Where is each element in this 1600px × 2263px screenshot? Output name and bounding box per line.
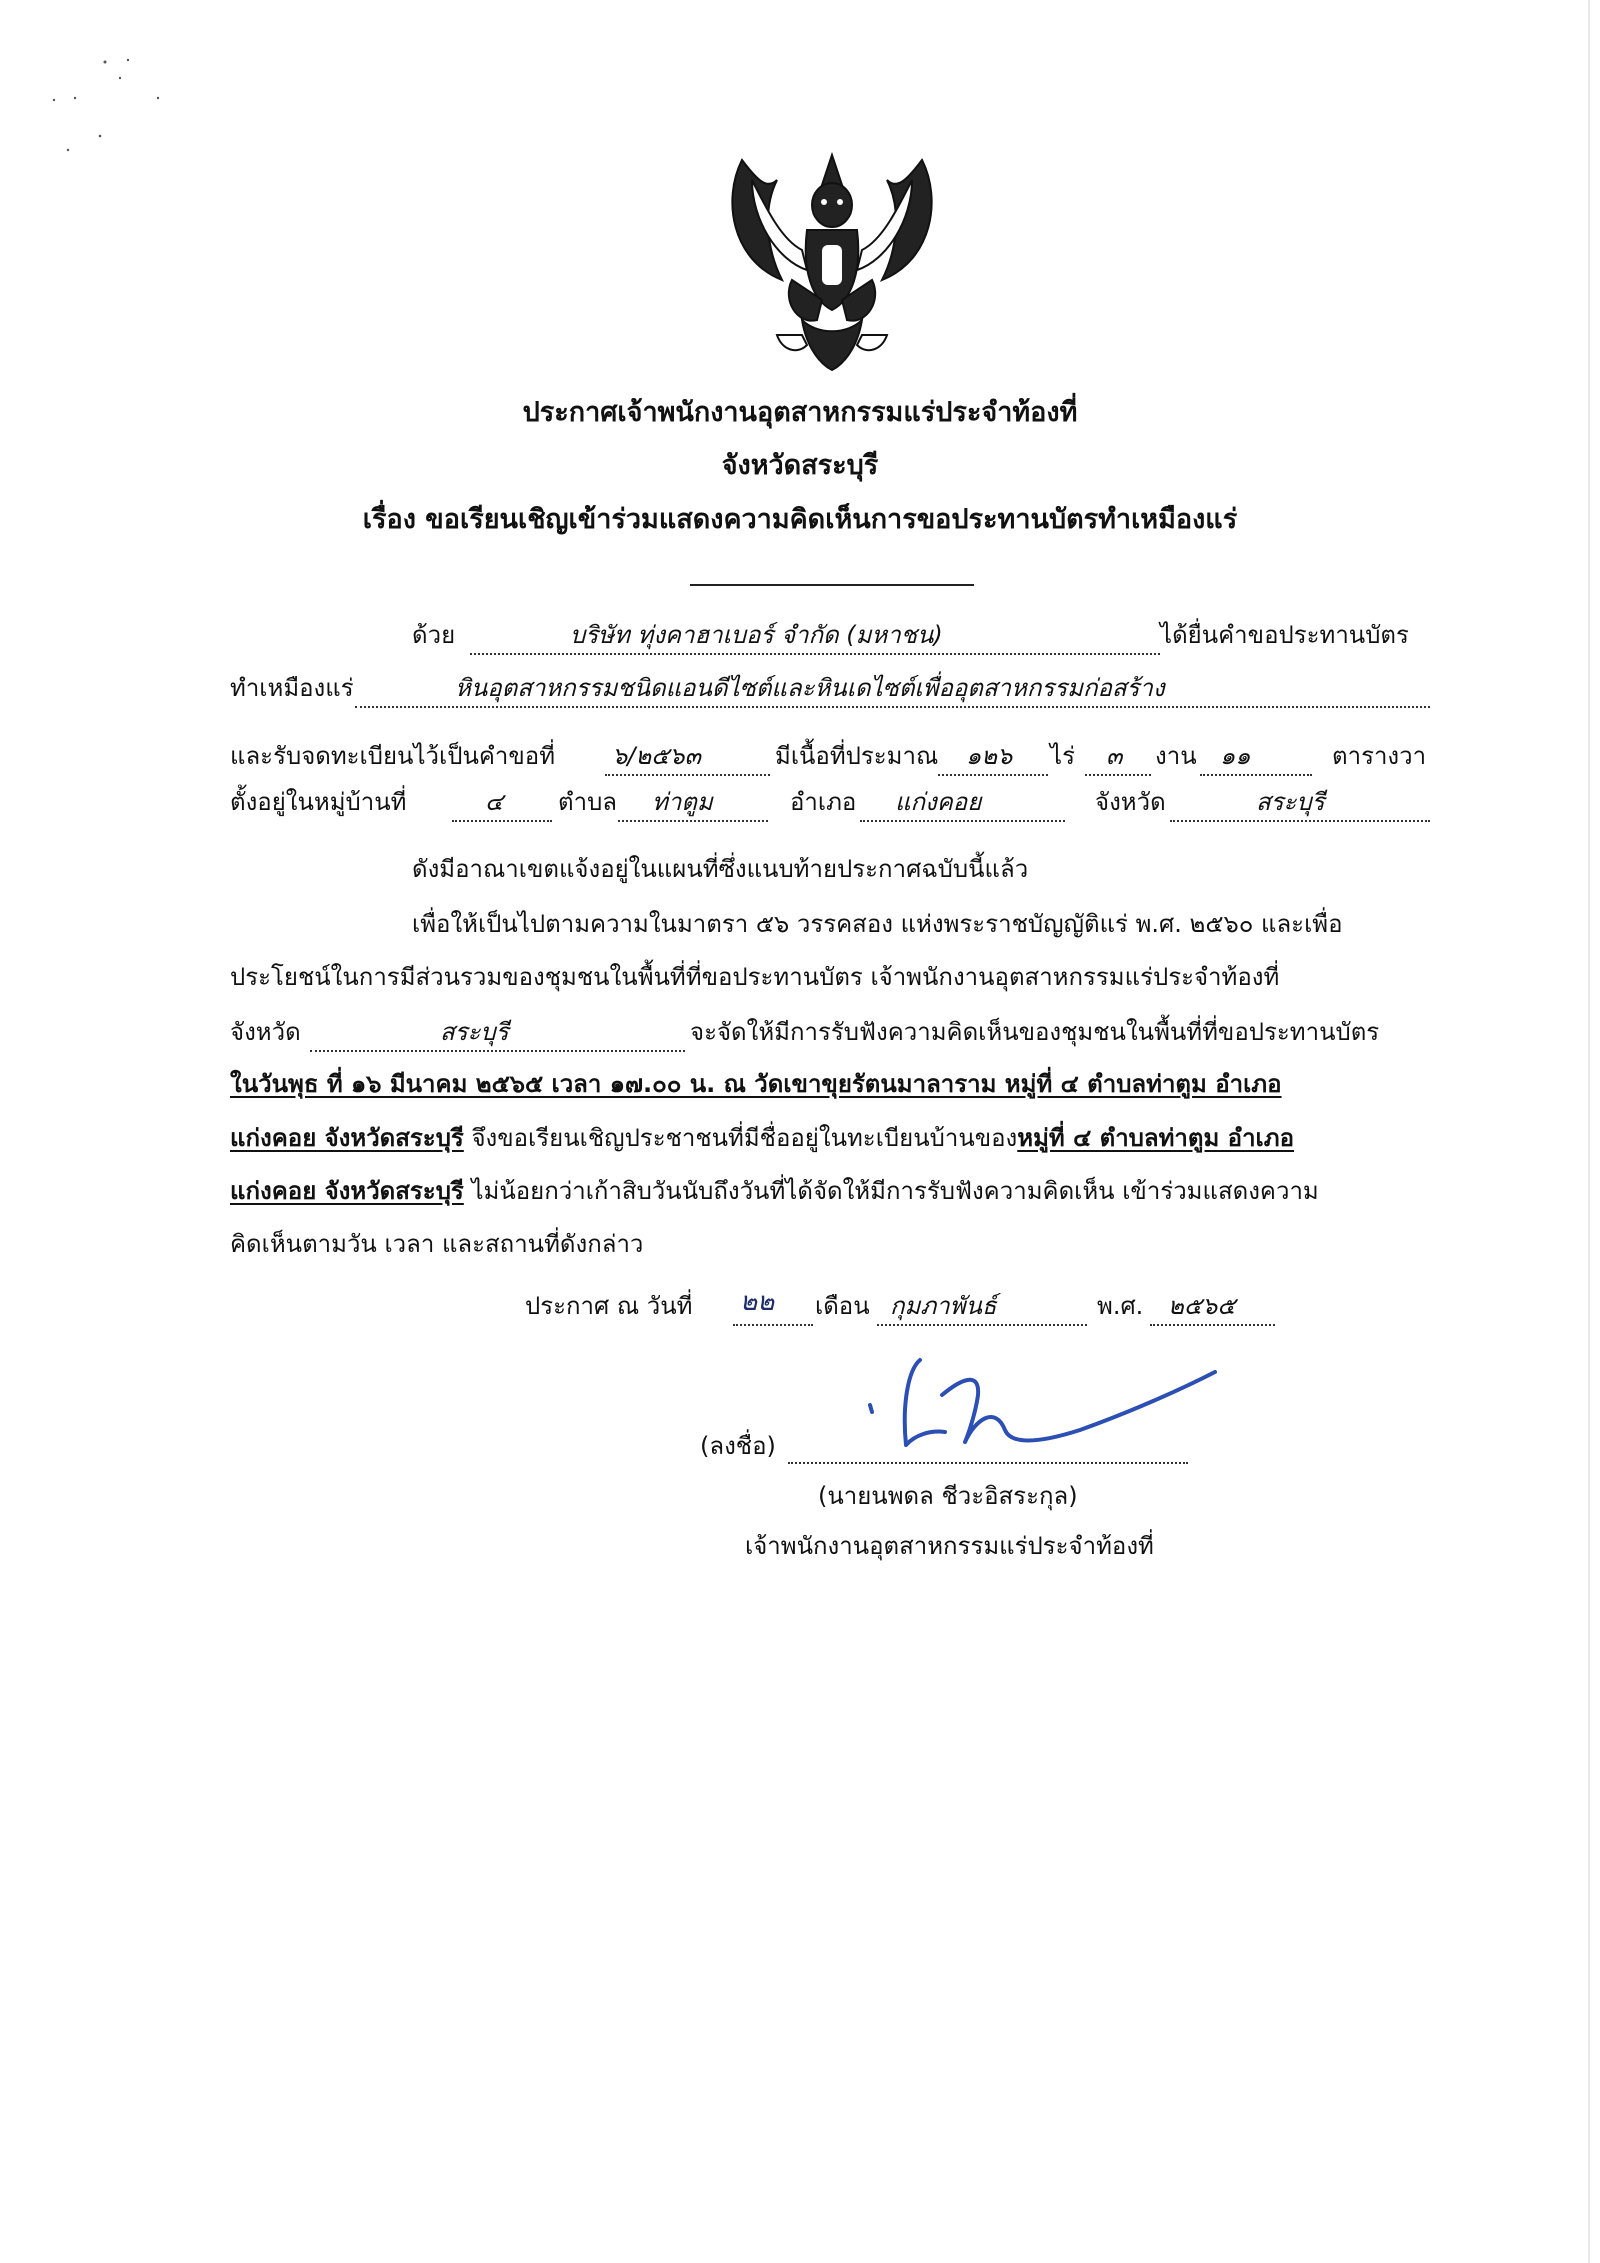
title-line-1: ประกาศเจ้าพนักงานอุตสาหกรรมแร่ประจำท้องที่ xyxy=(522,397,1078,428)
request-number: ๖/๒๕๖๓ xyxy=(612,742,701,770)
mineral-dotted-line xyxy=(355,706,1430,708)
intro-tail: ได้ยื่นคำขอประทานบัตร xyxy=(1160,621,1409,649)
community-purpose: ประโยชน์ในการมีส่วนรวมของชุมชนในพื้นที่ที่ขอประทานบัตร เจ้าพนักงานอุตสาหกรรมแร่ประจำท้องที่ xyxy=(230,963,1280,991)
month-label: เดือน xyxy=(815,1292,870,1320)
legal-reference: เพื่อให้เป็นไปตามความในมาตรา ๕๖ วรรคสอง แห่งพระราชบัญญัติแร่ พ.ศ. ๒๕๖๐ และเพื่อ xyxy=(412,910,1343,938)
area-rai: ๑๒๖ xyxy=(966,742,1013,770)
year-label: พ.ศ. xyxy=(1097,1292,1144,1320)
eligibility-line xyxy=(230,1173,1319,1209)
village-dotted-line xyxy=(452,820,552,822)
page-edge xyxy=(1588,0,1590,2263)
amphoe-label: อำเภอ xyxy=(790,788,857,816)
announcement-day: ๒๒ xyxy=(740,1287,775,1317)
map-note: ดังมีอาณาเขตแจ้งอยู่ในแผนที่ซึ่งแนบท้ายประกาศฉบับนี้แล้ว xyxy=(412,855,1029,883)
hearing-province-dotted-line xyxy=(310,1050,685,1052)
area-label: มีเนื้อที่ประมาณ xyxy=(775,742,939,770)
mineral-type: หินอุตสาหกรรมชนิดแอนดีไซต์และหินเดไซต์เพื่ออุตสาหกรรมก่อสร้าง xyxy=(455,674,1165,702)
province-label: จังหวัด xyxy=(1095,788,1166,816)
tambon-label: ตำบล xyxy=(558,788,618,816)
wa-dotted-line xyxy=(1200,774,1312,776)
wa-label: ตารางวา xyxy=(1332,742,1427,770)
title-divider xyxy=(690,584,974,586)
province-dotted-line xyxy=(1170,820,1430,822)
rai-label: ไร่ xyxy=(1050,742,1075,770)
signature-label: (ลงชื่อ) xyxy=(700,1432,776,1460)
rai-dotted-line xyxy=(938,774,1048,776)
hearing-province-label: จังหวัด xyxy=(230,1018,301,1046)
scan-specks xyxy=(40,50,170,160)
hearing-datetime-place: ในวันพุธ ที่ ๑๖ มีนาคม ๒๕๖๕ เวลา ๑๗.๐๐ น. ณ วัดเขาขุยรัตนมาลาราม หมู่ที่ ๔ ตำบลท่าตูม อำเภอ xyxy=(230,1070,1282,1098)
invitation-text: จึงขอเรียนเชิญประชาชนที่มีชื่ออยู่ในทะเบียนบ้านของ xyxy=(463,1124,1018,1152)
announcement-month: กุมภาพันธ์ xyxy=(890,1292,997,1320)
signatory-name: (นายนพดล ชีวะอิสระกุล) xyxy=(818,1482,1078,1510)
village-number: ๔ xyxy=(485,788,504,816)
announcement-year: ๒๕๖๕ xyxy=(1168,1292,1236,1320)
tambon-dotted-line xyxy=(618,820,768,822)
amphoe-dotted-line xyxy=(860,820,1065,822)
request-no-dotted-line xyxy=(605,774,770,776)
amphoe-value: แก่งคอย xyxy=(895,788,982,816)
province-value: สระบุรี xyxy=(1256,788,1325,816)
day-dotted-line xyxy=(733,1324,813,1326)
company-name: บริษัท ทุ่งคาฮาเบอร์ จำกัด (มหาชน) xyxy=(570,621,943,649)
ngan-label: งาน xyxy=(1155,742,1197,770)
title-line-3: เรื่อง ขอเรียนเชิญเข้าร่วมแสดงความคิดเห็นการขอประทานบัตรทำเหมืองแร่ xyxy=(362,504,1238,535)
tambon-value: ท่าตูม xyxy=(652,788,713,816)
title-line-2: จังหวัดสระบุรี xyxy=(721,450,879,481)
closing-sentence: คิดเห็นตามวัน เวลา และสถานที่ดังกล่าว xyxy=(230,1230,644,1258)
request-label: และรับจดทะเบียนไว้เป็นคำขอที่ xyxy=(230,742,556,770)
company-dotted-line xyxy=(470,653,1160,655)
location-district-1: แก่งคอย จังหวัดสระบุรี xyxy=(230,1124,464,1152)
eligibility-text: ไม่น้อยกว่าเก้าสิบวันนับถึงวันที่ได้จัดให้มีการรับฟังความคิดเห็น เข้าร่วมแสดงความ xyxy=(463,1177,1319,1205)
area-ngan: ๓ xyxy=(1106,742,1123,770)
hearing-intro: จะจัดให้มีการรับฟังความคิดเห็นของชุมชนในพื้นที่ที่ขอประทานบัตร xyxy=(690,1018,1380,1046)
village-label: ตั้งอยู่ในหมู่บ้านที่ xyxy=(230,788,407,816)
location-district-2: แก่งคอย จังหวัดสระบุรี xyxy=(230,1177,464,1205)
signatory-position: เจ้าพนักงานอุตสาหกรรมแร่ประจำท้องที่ xyxy=(745,1532,1154,1560)
invitation-line xyxy=(230,1120,1294,1156)
location-village: หมู่ที่ ๔ ตำบลท่าตูม อำเภอ xyxy=(1017,1124,1294,1152)
area-wa: ๑๑ xyxy=(1220,742,1251,770)
mining-label: ทำเหมืองแร่ xyxy=(230,674,354,702)
ngan-dotted-line xyxy=(1085,774,1151,776)
signature-dotted-line xyxy=(788,1462,1188,1464)
year-dotted-line xyxy=(1150,1324,1275,1326)
garuda-emblem-icon xyxy=(722,150,942,375)
handwritten-signature xyxy=(820,1350,1220,1460)
announcement-date-label: ประกาศ ณ วันที่ xyxy=(525,1292,693,1320)
intro-label: ด้วย xyxy=(412,621,456,649)
hearing-province: สระบุรี xyxy=(440,1018,509,1046)
month-dotted-line xyxy=(877,1324,1087,1326)
